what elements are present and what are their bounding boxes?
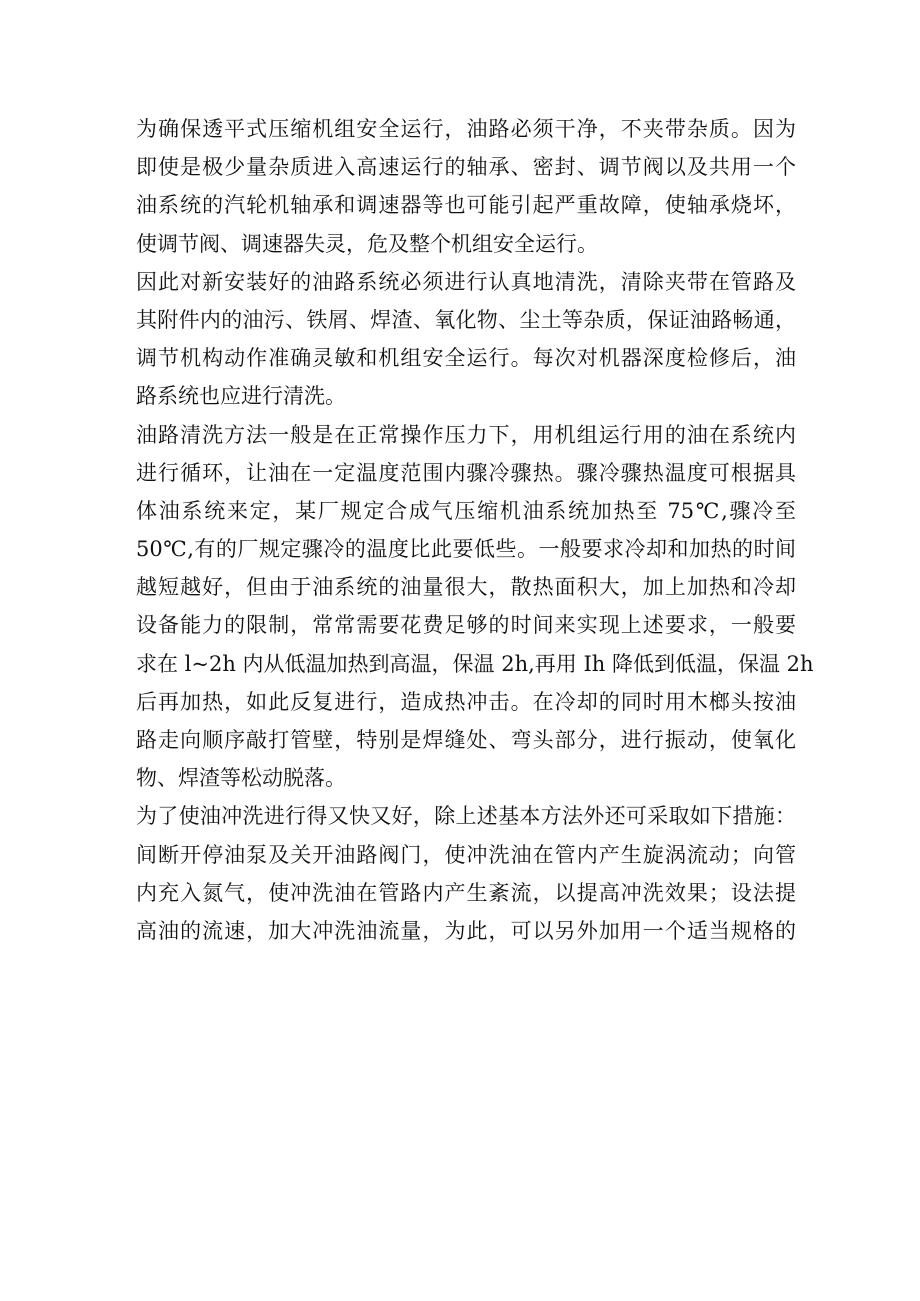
text-line: 物、焊渣等松动脱落。	[136, 766, 346, 791]
text-line: 后再加热，如此反复进行，造成热冲击。在冷却的同时用木榔头按油	[136, 689, 796, 714]
paragraph-cleaning-requirement	[136, 263, 796, 416]
text-line: 间断开停油泵及关开油路阀门，使冲洗油在管内产生旋涡流动；向管	[136, 842, 796, 867]
text-line: 即使是极少量杂质进入高速运行的轴承、密封、调节阀以及共用一个	[136, 155, 796, 180]
text-line: 50℃,有的厂规定骤冷的温度比此要低些。一般要求冷却和加热的时间	[136, 537, 796, 562]
text-line: 设备能力的限制，常常需要花费足够的时间来实现上述要求，一般要	[136, 613, 796, 638]
text-line: 为确保透平式压缩机组安全运行，油路必须干净，不夹带杂质。因为	[136, 117, 796, 141]
text-line: 油系统的汽轮机轴承和调速器等也可能引起严重故障，使轴承烧坏，	[136, 193, 796, 218]
paragraph-cleaning-method	[136, 416, 814, 798]
text-line: 高油的流速，加大冲洗油流量，为此，可以另外加用一个适当规格的	[136, 918, 796, 943]
document-body	[136, 110, 814, 950]
text-line: 油路清洗方法一般是在正常操作压力下，用机组运行用的油在系统内	[136, 422, 796, 447]
text-line: 为了使油冲洗进行得又快又好，除上述基本方法外还可采取如下措施：	[136, 804, 796, 829]
text-line: 路走向顺序敲打管壁，特别是焊缝处、弯头部分，进行振动，使氧化	[136, 728, 796, 752]
paragraph-oil-cleanliness	[136, 110, 796, 263]
text-line: 体油系统来定，某厂规定合成气压缩机油系统加热至 75℃,骤冷至	[136, 498, 796, 523]
text-line: 其附件内的油污、铁屑、焊渣、氧化物、尘土等杂质，保证油路畅通，	[136, 307, 796, 332]
text-line: 进行循环，让油在一定温度范围内骤冷骤热。骤冷骤热温度可根据具	[136, 460, 796, 485]
text-line: 路系统也应进行清洗。	[136, 384, 346, 409]
text-line: 内充入氮气，使冲洗油在管路内产生紊流，以提高冲洗效果；设法提	[136, 880, 796, 905]
text-line: 因此对新安装好的油路系统必须进行认真地清洗，清除夹带在管路及	[136, 269, 796, 294]
text-line: 使调节阀、调速器失灵，危及整个机组安全运行。	[136, 231, 598, 256]
text-line: 越短越好，但由于油系统的油量很大，散热面积大，加上加热和冷却	[136, 575, 796, 600]
paragraph-additional-measures	[136, 797, 796, 950]
text-line: 求在 l~2h 内从低温加热到高温，保温 2h,再用 Ih 降低到低温，保温 2h	[136, 651, 814, 676]
text-line: 调节机构动作准确灵敏和机组安全运行。每次对机器深度检修后，油	[136, 346, 796, 371]
